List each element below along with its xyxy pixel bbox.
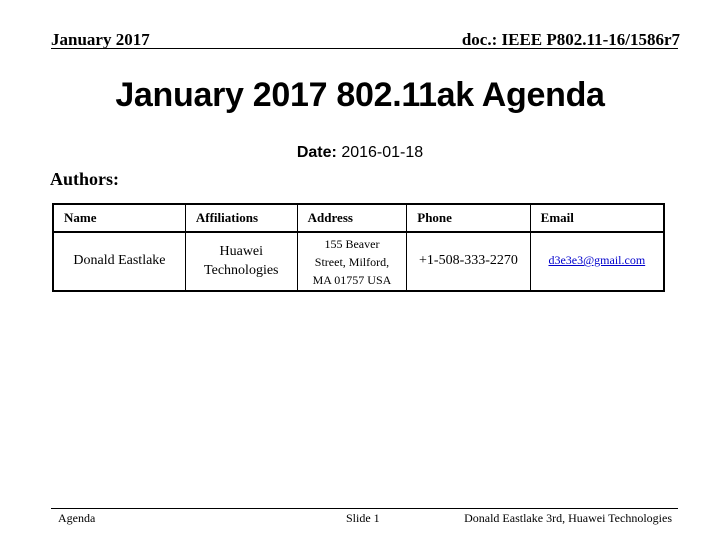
address-line: MA 01757 USA bbox=[312, 272, 392, 287]
affiliation-line: Huawei bbox=[219, 243, 264, 259]
date-line bbox=[0, 144, 720, 162]
header-date: January 2017 bbox=[51, 30, 150, 49]
authors-heading: Authors: bbox=[50, 169, 120, 189]
column-header-affiliations: Affiliations bbox=[185, 204, 297, 232]
table-row bbox=[53, 232, 664, 291]
column-header-phone: Phone bbox=[407, 204, 530, 232]
author-email-link[interactable]: d3e3e3@gmail.com bbox=[548, 253, 646, 268]
column-header-email: Email bbox=[530, 204, 664, 232]
footer-slide-number: Slide 1 bbox=[346, 511, 380, 525]
authors-table bbox=[52, 203, 665, 292]
author-affiliation bbox=[185, 232, 297, 291]
column-header-name: Name bbox=[53, 204, 185, 232]
column-header-address: Address bbox=[297, 204, 407, 232]
date-value: 2016-01-18 bbox=[341, 144, 424, 161]
date-label: Date: bbox=[296, 144, 337, 161]
footer-topic: Agenda bbox=[58, 511, 96, 525]
slide-title: January 2017 802.11ak Agenda bbox=[115, 76, 605, 114]
footer-divider bbox=[51, 508, 678, 509]
header-divider bbox=[51, 48, 678, 49]
author-name: Donald Eastlake bbox=[53, 232, 185, 291]
address-line: Street, Milford, bbox=[314, 254, 390, 269]
author-email-cell bbox=[530, 232, 664, 291]
header-doc-id: doc.: IEEE P802.11-16/1586r7 bbox=[461, 30, 680, 49]
address-line: 155 Beaver bbox=[324, 236, 380, 251]
author-address bbox=[297, 232, 407, 291]
footer-author: Donald Eastlake 3rd, Huawei Technologies bbox=[464, 511, 672, 525]
affiliation-line: Technologies bbox=[204, 262, 279, 278]
table-header-row bbox=[53, 204, 664, 232]
author-phone: +1-508-333-2270 bbox=[407, 232, 530, 291]
